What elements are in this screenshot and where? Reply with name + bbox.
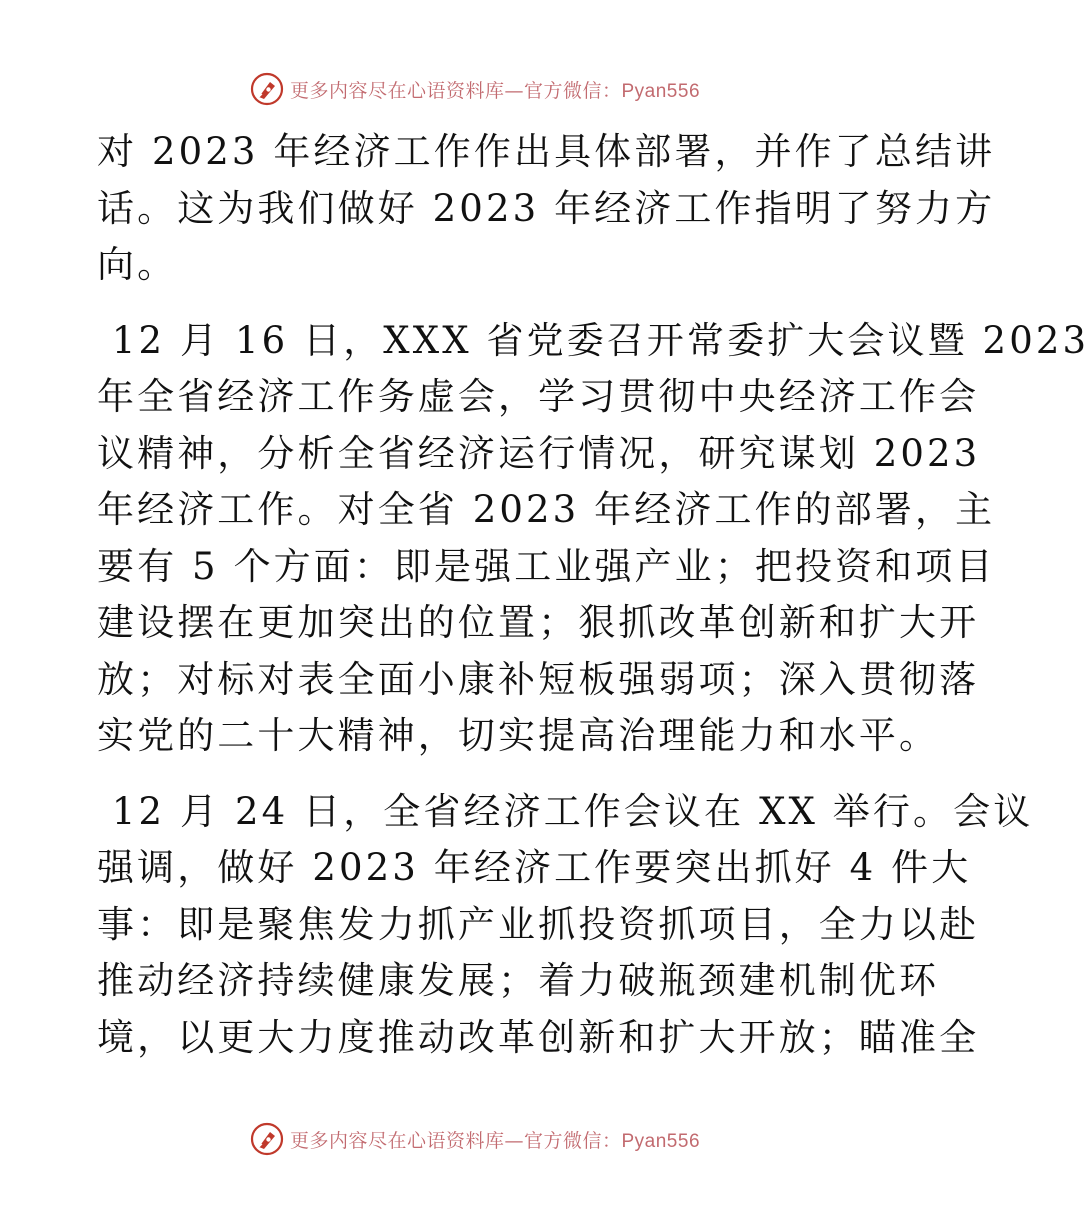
header-watermark-id: Pyan556 bbox=[621, 80, 701, 102]
document-body bbox=[97, 124, 1089, 1066]
text-line: 向。 bbox=[97, 243, 178, 286]
text-line: 强调，做好 2023 年经济工作要突出抓好 4 件大 bbox=[97, 846, 972, 889]
pen-nib-circle-icon bbox=[250, 72, 284, 106]
text-line: 事：即是聚焦发力抓产业抓投资抓项目，全力以赴 bbox=[97, 902, 980, 946]
footer-watermark-id: Pyan556 bbox=[621, 1130, 701, 1152]
text-line: 议精神，分析全省经济运行情况，研究谋划 2023 bbox=[97, 431, 981, 475]
footer-watermark-label: 更多内容尽在心语资料库—官方微信： bbox=[289, 1129, 622, 1152]
text-line: 话。这为我们做好 2023 年经济工作指明了努力方 bbox=[97, 186, 996, 230]
header-watermark-label: 更多内容尽在心语资料库—官方微信： bbox=[289, 79, 622, 102]
paragraph bbox=[97, 124, 996, 294]
text-line: 年全省经济工作务虚会，学习贯彻中央经济工作会 bbox=[97, 375, 980, 418]
paragraph bbox=[97, 784, 1034, 1067]
footer-watermark bbox=[0, 1122, 950, 1156]
text-line: 对 2023 年经济工作作出具体部署，并作了总结讲 bbox=[97, 130, 996, 173]
text-line: 实党的二十大精神，切实提高治理能力和水平。 bbox=[97, 714, 940, 757]
header-watermark-text bbox=[290, 76, 700, 103]
text-line: 要有 5 个方面：即是强工业强产业；把投资和项目 bbox=[97, 544, 996, 588]
header-watermark bbox=[0, 72, 950, 106]
text-line: 建设摆在更加突出的位置；狠抓改革创新和扩大开 bbox=[97, 601, 980, 644]
text-line: 年经济工作。对全省 2023 年经济工作的部署，主 bbox=[97, 488, 996, 531]
text-line: 放；对标对表全面小康补短板强弱项；深入贯彻落 bbox=[97, 657, 980, 701]
text-line: 12 月 24 日，全省经济工作会议在 XX 举行。会议 bbox=[97, 789, 1034, 833]
text-line: 推动经济持续健康发展；着力破瓶颈建机制优环 bbox=[97, 959, 940, 1002]
paragraph bbox=[97, 313, 1089, 765]
footer-watermark-text bbox=[290, 1126, 700, 1153]
text-line: 12 月 16 日，XXX 省党委召开常委扩大会议暨 2023 bbox=[97, 318, 1089, 362]
text-line: 境，以更大力度推动改革创新和扩大开放；瞄准全 bbox=[97, 1015, 980, 1059]
pen-nib-circle-icon bbox=[250, 1122, 284, 1156]
